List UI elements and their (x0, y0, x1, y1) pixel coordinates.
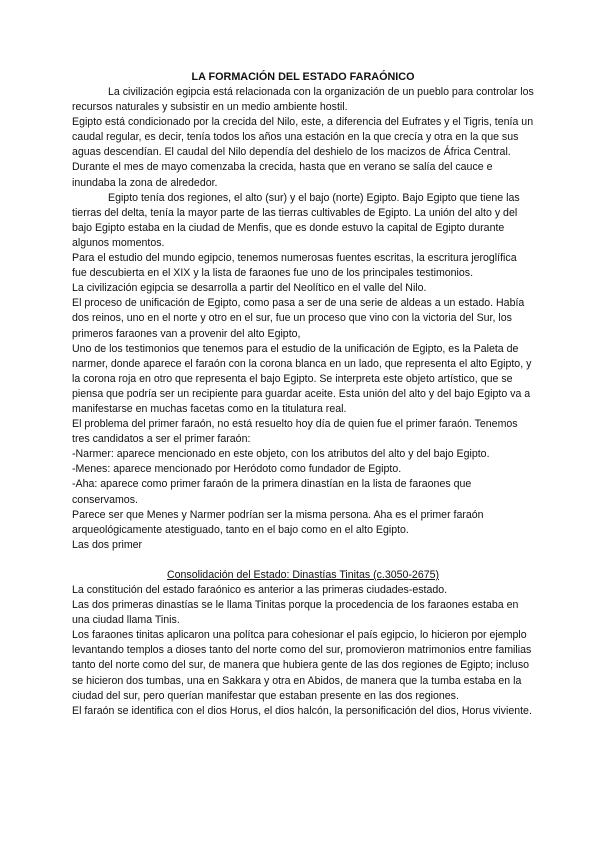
paragraph: Los faraones tinitas aplicaron una polítca para cohesionar el país egipcio, lo hicieron por ejemplo levantando templos a dioses tanto del norte como del sur, promovieron matrimonios entre familias tanto del norte como del sur, de manera que hubiera gente de las dos regiones de Egipto; incluso se hicieron dos tumbas, una en Sakkara y otra en Abidos, de manera que la tumba estaba en la ciudad del sur, pero querían manifestar que estaban presente en las dos regiones. (72, 629, 532, 702)
document-body (72, 70, 534, 719)
section-subtitle: Consolidación del Estado: Dinastías Tinitas (c.3050-2675) (166, 568, 440, 581)
paragraph: Parece ser que Menes y Narmer podrían ser la misma persona. Aha es el primer faraón arqueológicamente atestiguado, tanto en el bajo como en el alto Egipto. (72, 508, 484, 536)
paragraph: Egipto está condicionado por la crecida del Nilo, este, a diferencia del Eufrates y el Tigris, tenía un caudal regular, es decir, tenía todos los años una estación en la que crecía y otra en la que sus aguas descendían. El caudal del Nilo dependía del deshielo de los macizos de África Central. Durante el mes de mayo comenzaba la crecida, hasta que en verano se salía del cauce e inundaba la zona de alrededor. (72, 116, 534, 189)
paragraph: La constitución del estado faraónico es anterior a las primeras ciudades-estado. (72, 584, 448, 596)
candidate-item: -Menes: aparece mencionado por Heródoto como fundador de Egipto. (72, 463, 402, 476)
paragraph: El problema del primer faraón, no está resuelto hoy día de quien fue el primer faraón. Tenemos tres candidatos a ser el primer faraón: (72, 418, 518, 446)
paragraph: Para el estudio del mundo egipcio, tenemos numerosas fuentes escritas, la escritura jeroglífica fue descubierta en el XIX y la lista de faraones fue uno de los principales testimonios. (72, 252, 517, 280)
paragraph: La civilización egipcia está relacionada con la organización de un pueblo para controlar los recursos naturales y subsistir en un medio ambiente hostil. (72, 86, 534, 114)
paragraph: El proceso de unificación de Egipto, como pasa a ser de una serie de aldeas a un estado. Había dos reinos, uno en el norte y otro en el sur, fue un proceso que vino con la victoria del Sur, los primeros faraones van a provenir del alto Egipto, (72, 297, 525, 340)
paragraph: Egipto tenía dos regiones, el alto (sur) y el bajo (norte) Egipto. Bajo Egipto que tiene las tierras del delta, tenía la mayor parte de las tierras cultivables de Egipto. La unión del alto y del bajo Egipto estaba en la ciudad de Menfis, que es donde estuvo la capital de Egipto durante algunos momentos. (72, 191, 520, 249)
candidate-item: -Aha: aparece como primer faraón de la primera dinastían en la lista de faraones que conservamos. (72, 478, 472, 506)
candidate-item: -Narmer: aparece mencionado en este objeto, con los atributos del alto y del bajo Egipto. (72, 448, 490, 461)
paragraph: Las dos primeras dinastías se le llama Tinitas porque la procedencia de los faraones estaba en una ciudad llama Tinis. (72, 599, 519, 627)
paragraph: Las dos primer (72, 538, 143, 551)
paragraph: La civilización egipcia se desarrolla a partir del Neolítico en el valle del Nilo. (72, 282, 427, 295)
document-title: LA FORMACIÓN DEL ESTADO FARAÓNICO (191, 71, 415, 83)
paragraph: El faraón se identifica con el dios Horus, el dios halcón, la personificación del dios, Horus viviente. (72, 704, 532, 717)
paragraph: Uno de los testimonios que tenemos para el estudio de la unificación de Egipto, es la Paleta de narmer, donde aparece el faraón con la corona blanca en un lado, que representa el alto Egipto, y la corona roja en otro que representa el bajo Egipto. Se interpreta este objeto artístico, que se piensa que podría ser un recipiente para guardar aceite. Esta unión del alto y del bajo Egipto va a manifestarse en muchas facetas como en la titulatura real. (72, 342, 532, 415)
